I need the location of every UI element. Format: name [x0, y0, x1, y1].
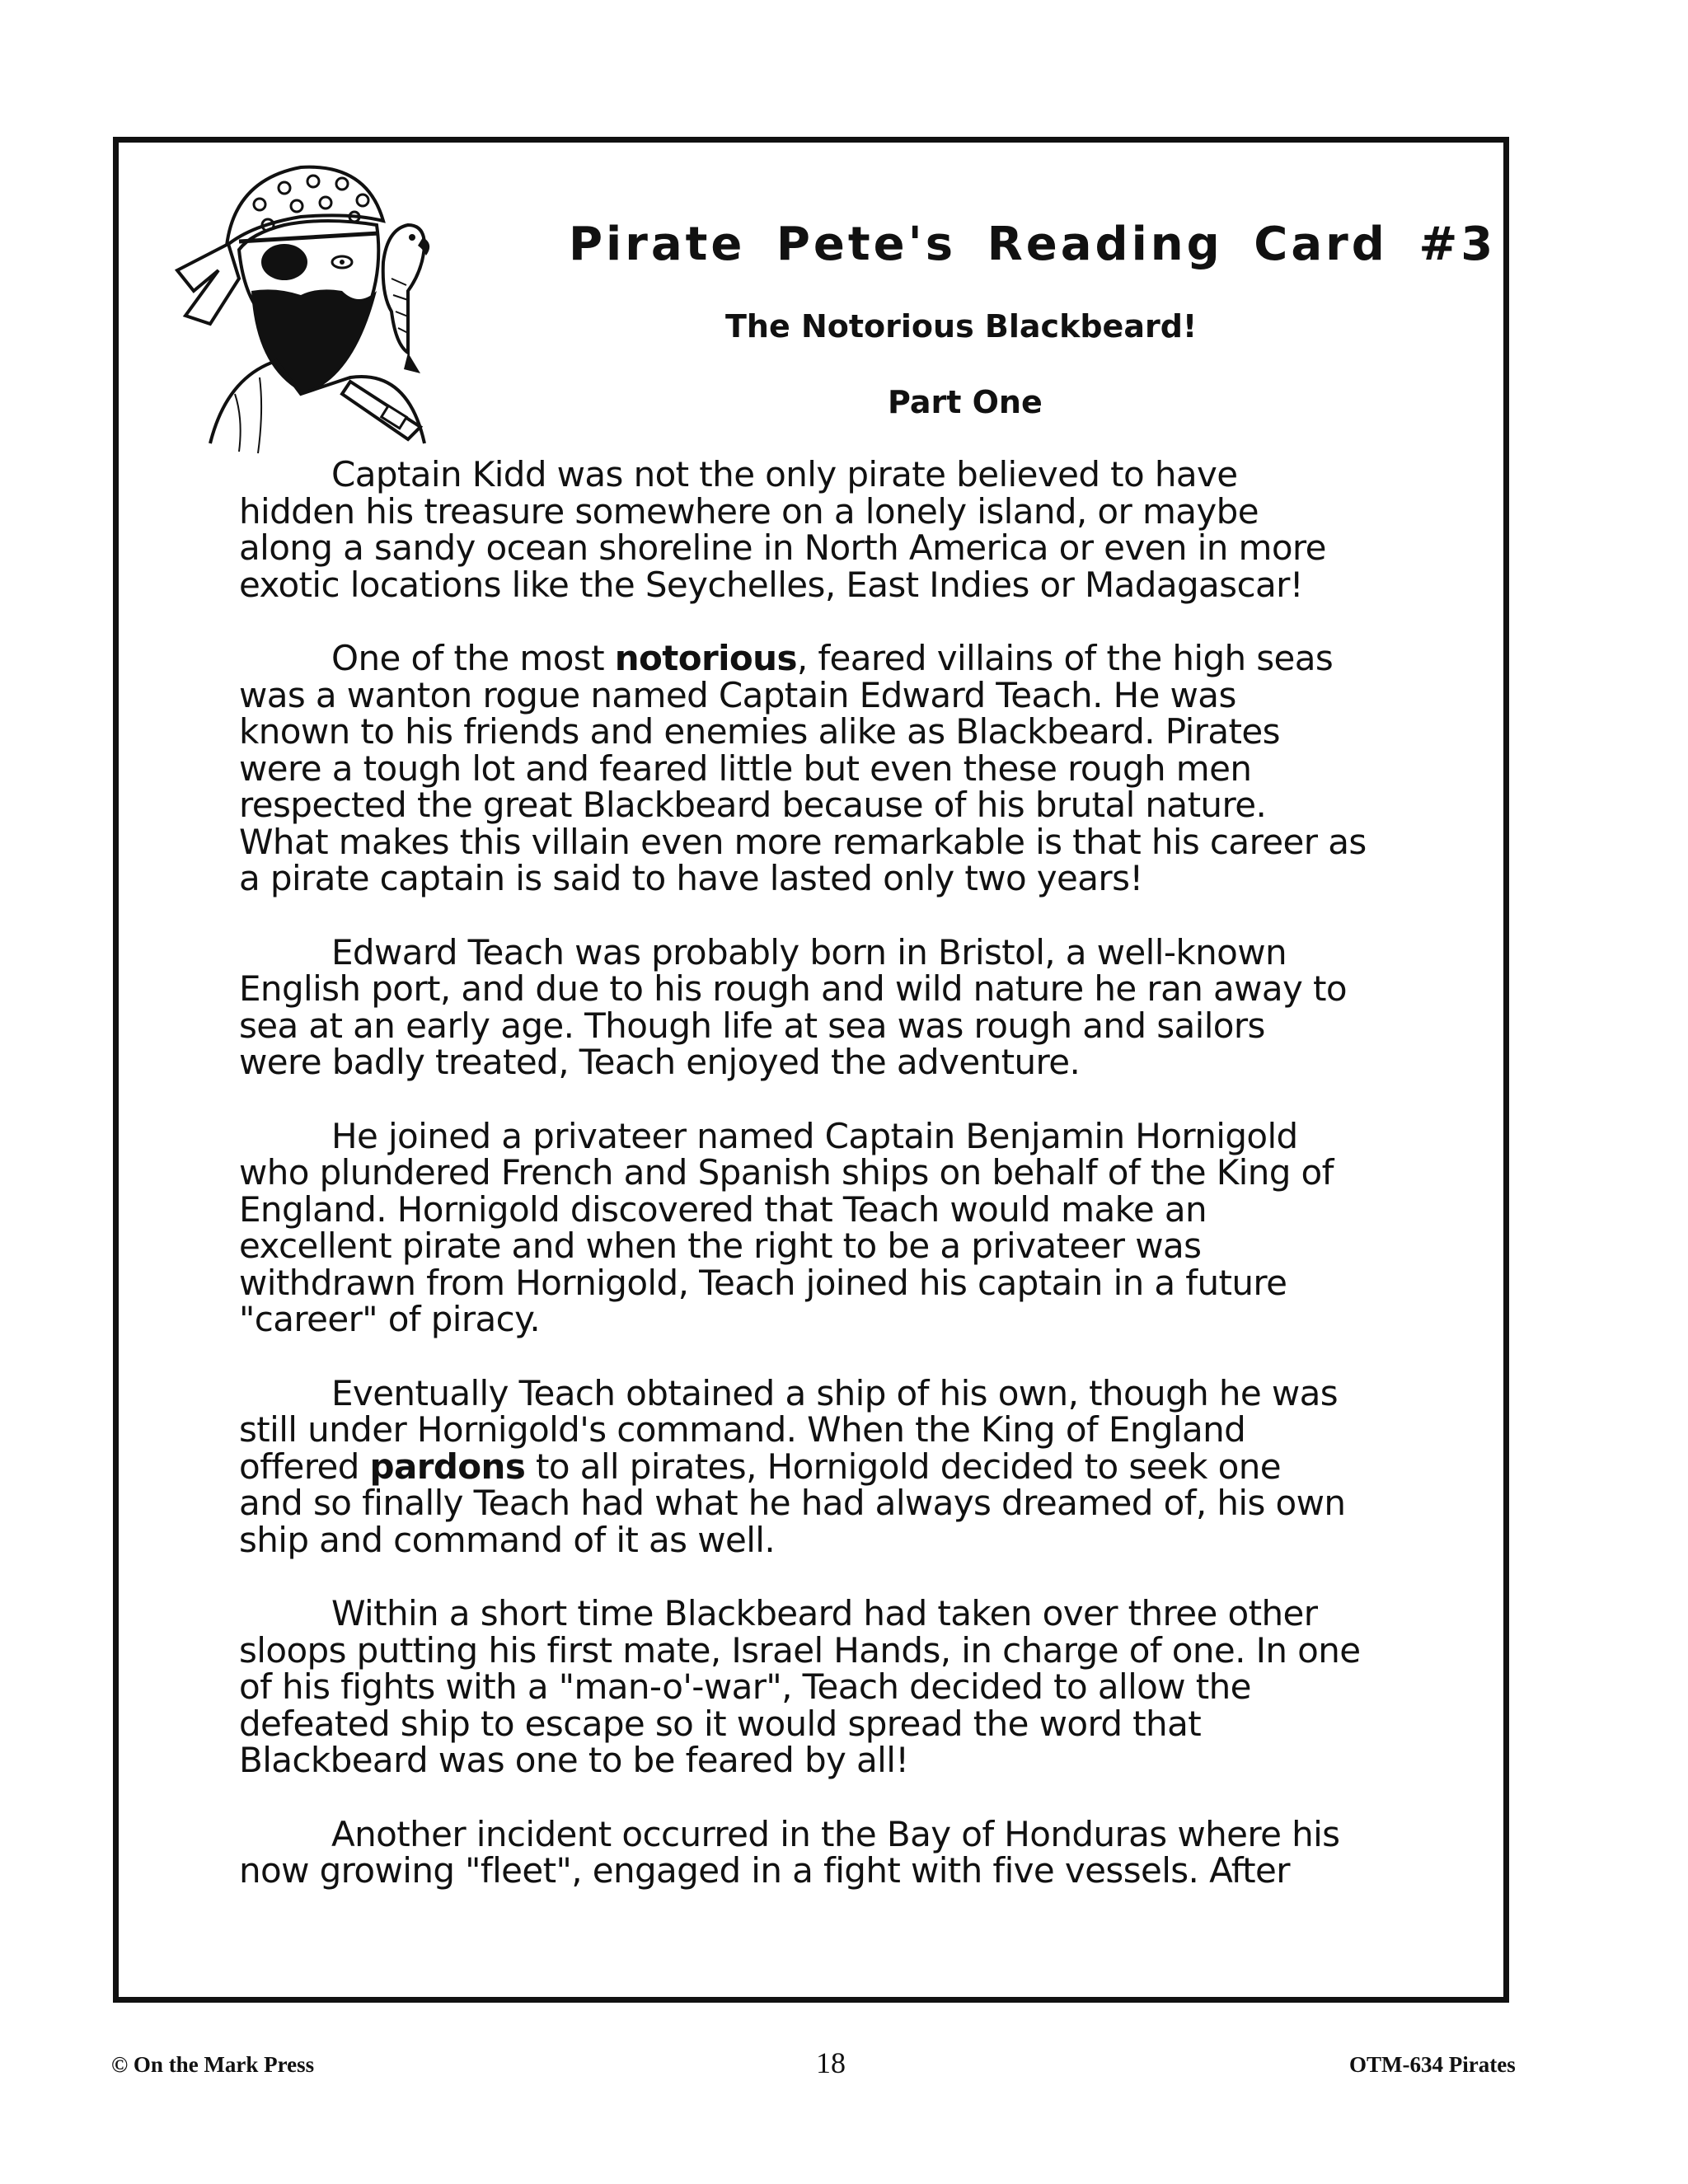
text-line [239, 640, 1459, 677]
reading-passage [239, 454, 1459, 1927]
page-subtitle: The Notorious Blackbeard! [725, 308, 1198, 344]
text-line: He joined a privateer named Captain Benjamin Hornigold [331, 1115, 1298, 1156]
pirate-with-parrot-icon [161, 147, 499, 460]
text-line: Within a short time Blackbeard had taken over three other [331, 1593, 1318, 1633]
text-line: "career" of piracy. [239, 1299, 541, 1339]
text-line: Eventually Teach obtained a ship of his own, though he was [331, 1372, 1339, 1413]
text-line: withdrawn from Hornigold, Teach joined his captain in a future [239, 1262, 1287, 1303]
text-line: along a sandy ocean shoreline in North America or even in more [239, 527, 1326, 568]
text-line: known to his friends and enemies alike as Blackbeard. Pirates [239, 711, 1280, 752]
vocabulary-word: notorious [614, 638, 797, 678]
text-line: were badly treated, Teach enjoyed the adventure. [239, 1042, 1081, 1082]
page-number: 18 [816, 2046, 846, 2079]
text-run: , feared villains of the high seas [796, 638, 1334, 678]
text-line: English port, and due to his rough and wild nature he ran away to [239, 968, 1347, 1009]
text-line: and so finally Teach had what he had always dreamed of, his own [239, 1483, 1346, 1523]
text-line: now growing "fleet", engaged in a fight with five vessels. After [239, 1850, 1290, 1891]
text-line: Another incident occurred in the Bay of Honduras where his [331, 1813, 1340, 1854]
text-line: hidden his treasure somewhere on a lonely island, or maybe [239, 490, 1259, 532]
text-run: to all pirates, Hornigold decided to seek one [525, 1446, 1281, 1487]
paragraph-6 [239, 1593, 1459, 1780]
text-line: was a wanton rogue named Captain Edward Teach. He was [239, 674, 1236, 715]
text-line: Blackbeard was one to be feared by all! [239, 1740, 909, 1780]
text-line [239, 1446, 1459, 1487]
text-line: excellent pirate and when the right to be a privateer was [239, 1226, 1202, 1266]
product-code: OTM-634 Pirates [1349, 2052, 1516, 2077]
text-line: respected the great Blackbeard because of his brutal nature. [239, 785, 1267, 825]
text-line: Edward Teach was probably born in Bristol, a well-known [331, 931, 1287, 972]
text-run: One of the most [331, 638, 615, 678]
text-line: were a tough lot and feared little but even these rough men [239, 748, 1252, 789]
page-title: Pirate Pete's Reading Card #3 [569, 218, 1497, 271]
paragraph-4 [239, 1115, 1459, 1339]
text-line: What makes this villain even more remarkable is that his career as [239, 821, 1367, 862]
text-line: defeated ship to escape so it would spread the word that [239, 1703, 1202, 1744]
paragraph-2 [239, 640, 1459, 898]
text-run: offered [239, 1446, 370, 1487]
publisher-credit: © On the Mark Press [111, 2052, 315, 2077]
vocabulary-word: pardons [369, 1446, 526, 1487]
paragraph-3 [239, 931, 1459, 1082]
text-line: sloops putting his first mate, Israel Hands, in charge of one. In one [239, 1629, 1361, 1671]
text-line: a pirate captain is said to have lasted only two years! [239, 858, 1143, 898]
paragraph-7 [239, 1813, 1459, 1891]
section-heading: Part One [888, 384, 1043, 420]
paragraph-5 [239, 1372, 1459, 1560]
text-line: ship and command of it as well. [239, 1519, 776, 1560]
text-line: Captain Kidd was not the only pirate believed to have [331, 454, 1238, 494]
text-line: exotic locations like the Seychelles, East Indies or Madagascar! [239, 564, 1303, 605]
text-line: sea at an early age. Though life at sea was rough and sailors [239, 1005, 1265, 1046]
text-line: of his fights with a "man-o'-war", Teach decided to allow the [239, 1666, 1251, 1707]
paragraph-1 [239, 454, 1459, 605]
text-line: England. Hornigold discovered that Teach would make an [239, 1188, 1207, 1230]
text-line: who plundered French and Spanish ships on behalf of the King of [239, 1152, 1334, 1193]
text-line: still under Hornigold's command. When the King of England [239, 1409, 1246, 1450]
